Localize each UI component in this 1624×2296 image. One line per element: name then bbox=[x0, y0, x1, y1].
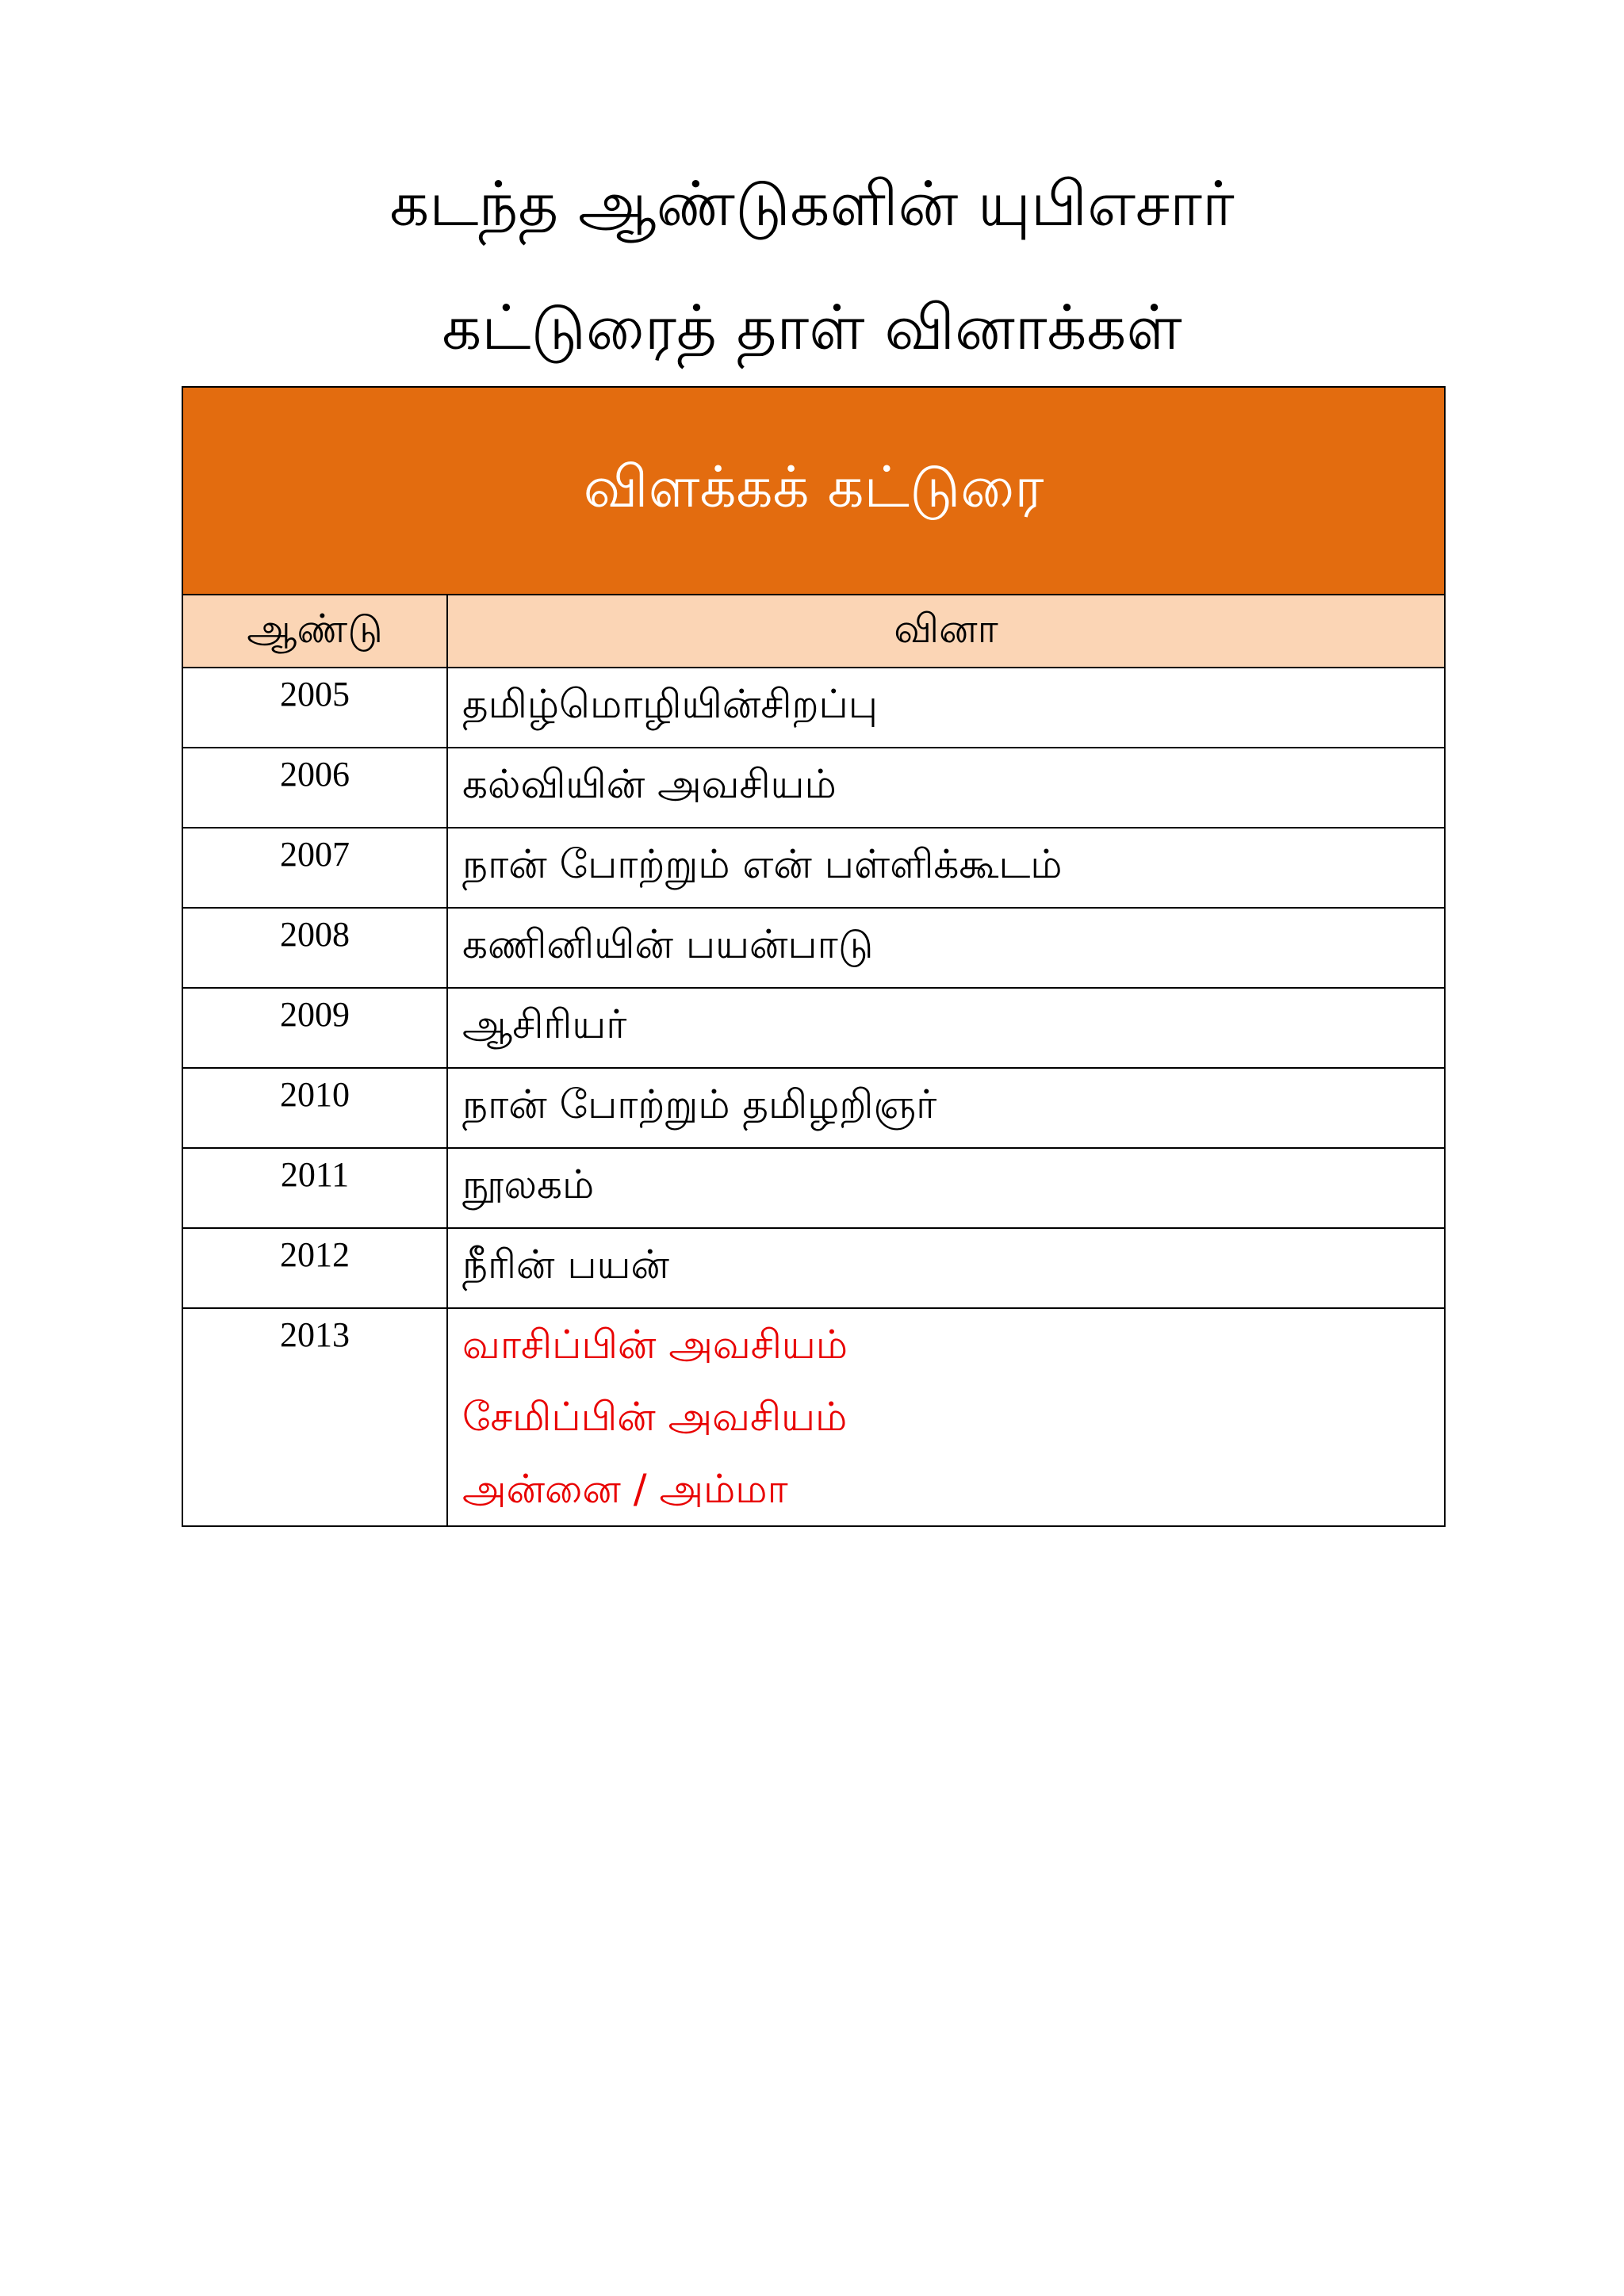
essay-questions-table bbox=[182, 386, 1446, 1527]
question-text: சேமிப்பின் அவசியம் bbox=[462, 1394, 848, 1440]
question-text: தமிழ்மொழியின்சிறப்பு bbox=[462, 681, 878, 727]
table-row bbox=[182, 1068, 1445, 1148]
year-cell: 2007 bbox=[182, 828, 447, 908]
table-banner: விளக்கக் கட்டுரை bbox=[182, 387, 1445, 595]
table-body bbox=[182, 668, 1445, 1526]
question-cell bbox=[447, 1308, 1445, 1526]
question-cell bbox=[447, 1228, 1445, 1308]
page-title bbox=[0, 143, 1624, 390]
year-cell: 2012 bbox=[182, 1228, 447, 1308]
table-row bbox=[182, 828, 1445, 908]
question-text: கல்வியின் அவசியம் bbox=[462, 761, 837, 807]
table-row bbox=[182, 1148, 1445, 1228]
question-text: நீரின் பயன் bbox=[462, 1242, 669, 1288]
question-text: நூலகம் bbox=[462, 1161, 595, 1207]
table-row bbox=[182, 988, 1445, 1068]
question-cell bbox=[447, 988, 1445, 1068]
question-text: அன்னை / அம்மா bbox=[462, 1466, 788, 1512]
header-row bbox=[182, 595, 1445, 668]
question-cell bbox=[447, 1068, 1445, 1148]
table-row bbox=[182, 748, 1445, 828]
banner-row bbox=[182, 387, 1445, 595]
year-cell: 2006 bbox=[182, 748, 447, 828]
year-column-header: ஆண்டு bbox=[182, 595, 447, 668]
title-line-1: கடந்த ஆண்டுகளின் யுபிஎசார் bbox=[389, 169, 1235, 240]
table-row bbox=[182, 668, 1445, 748]
year-cell: 2011 bbox=[182, 1148, 447, 1228]
question-cell bbox=[447, 828, 1445, 908]
table-row bbox=[182, 1228, 1445, 1308]
question-cell bbox=[447, 908, 1445, 988]
year-cell: 2005 bbox=[182, 668, 447, 748]
question-text: கணினியின் பயன்பாடு bbox=[462, 921, 874, 967]
question-text: நான் போற்றும் தமிழறிஞர் bbox=[462, 1081, 937, 1127]
table-row bbox=[182, 908, 1445, 988]
question-cell bbox=[447, 1148, 1445, 1228]
question-text: வாசிப்பின் அவசியம் bbox=[462, 1322, 848, 1368]
year-cell: 2008 bbox=[182, 908, 447, 988]
question-column-header: வினா bbox=[447, 595, 1445, 668]
question-cell bbox=[447, 748, 1445, 828]
year-cell: 2013 bbox=[182, 1308, 447, 1526]
year-cell: 2010 bbox=[182, 1068, 447, 1148]
question-text: ஆசிரியர் bbox=[462, 1001, 627, 1047]
year-cell: 2009 bbox=[182, 988, 447, 1068]
title-line-2: கட்டுரைத் தாள் வினாக்கள் bbox=[442, 293, 1182, 364]
question-text: நான் போற்றும் என் பள்ளிக்கூடம் bbox=[462, 841, 1063, 887]
question-cell bbox=[447, 668, 1445, 748]
table-row bbox=[182, 1308, 1445, 1526]
